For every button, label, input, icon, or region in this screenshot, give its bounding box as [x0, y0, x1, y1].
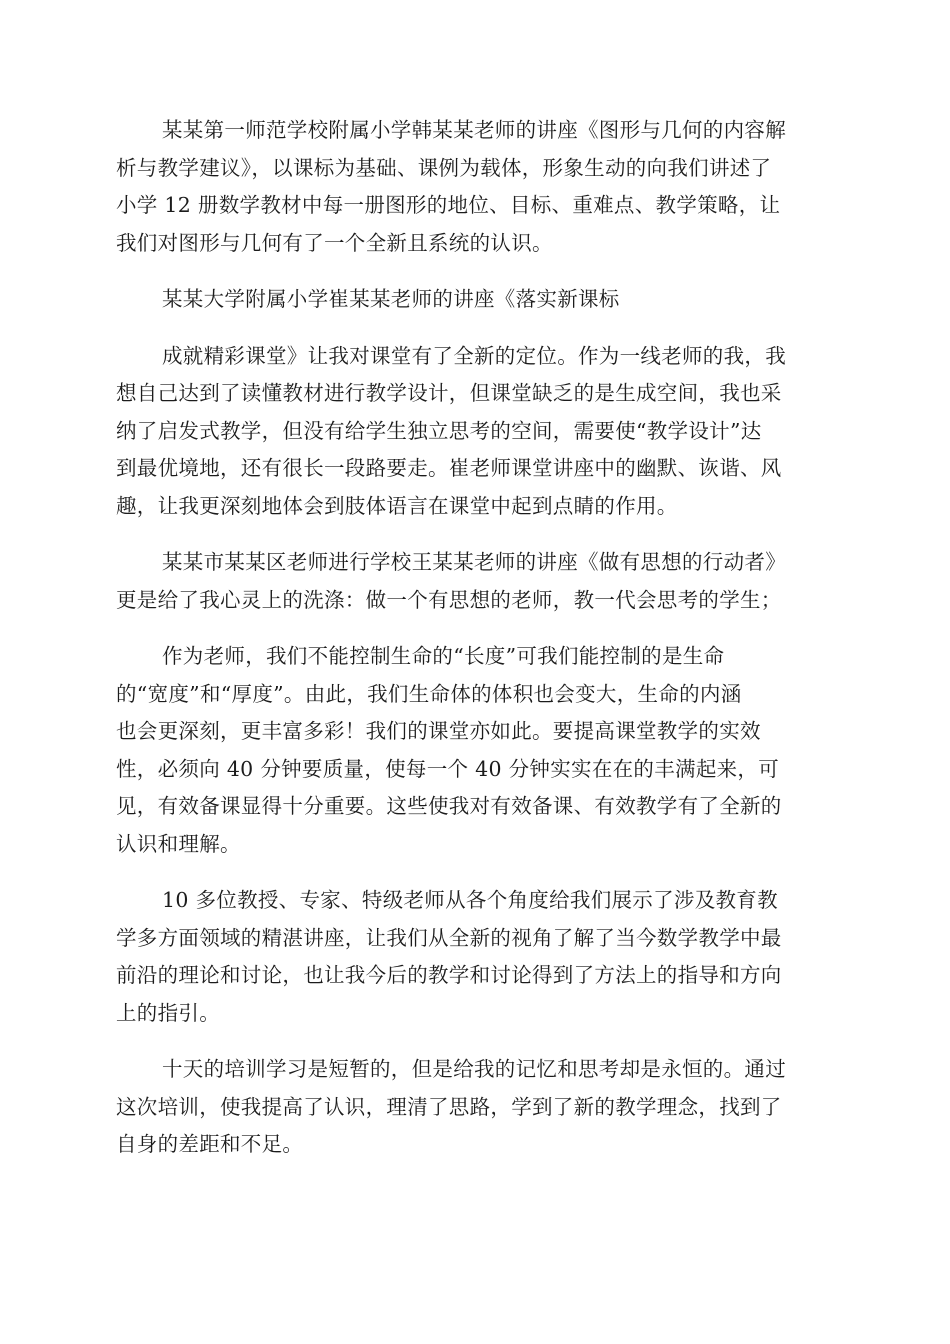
paragraph-line: 我们对图形与几何有了一个全新且系统的认识。	[116, 230, 553, 255]
paragraph-line: 自身的差距和不足。	[116, 1132, 304, 1156]
paragraph-line: 10 多位教授、专家、特级老师从各个角度给我们展示了涉及教育教	[162, 888, 778, 912]
paragraph-3	[116, 338, 832, 526]
paragraph-line: 的“宽度”和“厚度”。由此，我们生命体的体积也会变大，生命的内涵	[116, 681, 742, 706]
paragraph-4	[116, 544, 832, 619]
paragraph-1	[116, 112, 832, 262]
paragraph-line: 学多方面领域的精湛讲座，让我们从全新的视角了解了当今数学教学中最	[116, 925, 782, 950]
paragraph-line: 认识和理解。	[116, 831, 241, 856]
paragraph-line: 性，必须向 40 分钟要质量，使每一个 40 分钟实实在在的丰满起来，可	[116, 756, 780, 781]
paragraph-line: 纳了启发式教学，但没有给学生独立思考的空间，需要使“教学设计”达	[116, 418, 762, 443]
paragraph-line: 这次培训，使我提高了认识，理清了思路，学到了新的教学理念，找到了	[116, 1094, 782, 1119]
paragraph-line: 某某市某某区老师进行学校王某某老师的讲座《做有思想的行动者》	[162, 550, 786, 574]
paragraph-line: 上的指引。	[116, 1000, 220, 1025]
document-body	[116, 112, 832, 1183]
paragraph-line: 小学 12 册数学教材中每一册图形的地位、目标、重难点、教学策略，让	[116, 193, 781, 217]
paragraph-line: 某某第一师范学校附属小学韩某某老师的讲座《图形与几何的内容解	[162, 118, 786, 142]
paragraph-5	[116, 638, 832, 863]
paragraph-line: 十天的培训学习是短暂的，但是给我的记忆和思考却是永恒的。通过	[162, 1057, 786, 1081]
paragraph-line: 也会更深刻，更丰富多彩！我们的课堂亦如此。要提高课堂教学的实效	[116, 719, 761, 743]
paragraph-line: 趣，让我更深刻地体会到肢体语言在课堂中起到点睛的作用。	[116, 493, 678, 518]
paragraph-line: 某某大学附属小学崔某某老师的讲座《落实新课标	[162, 287, 620, 311]
paragraph-line: 作为老师，我们不能控制生命的“长度”可我们能控制的是生命	[162, 644, 725, 668]
paragraph-line: 到最优境地，还有很长一段路要走。崔老师课堂讲座中的幽默、诙谐、风	[116, 456, 782, 480]
paragraph-line: 更是给了我心灵上的洗涤：做一个有思想的老师，教一代会思考的学生；	[116, 587, 782, 612]
paragraph-line: 成就精彩课堂》让我对课堂有了全新的定位。作为一线老师的我，我	[162, 343, 786, 368]
paragraph-line: 想自己达到了读懂教材进行教学设计，但课堂缺乏的是生成空间，我也采	[116, 381, 782, 405]
paragraph-7	[116, 1051, 832, 1164]
paragraph-6	[116, 882, 832, 1032]
paragraph-line: 析与教学建议》，以课标为基础、课例为载体，形象生动的向我们讲述了	[116, 155, 772, 180]
paragraph-2	[116, 281, 832, 319]
paragraph-line: 见，有效备课显得十分重要。这些使我对有效备课、有效教学有了全新的	[116, 794, 782, 818]
paragraph-line: 前沿的理论和讨论，也让我今后的教学和讨论得到了方法上的指导和方向	[116, 963, 782, 987]
